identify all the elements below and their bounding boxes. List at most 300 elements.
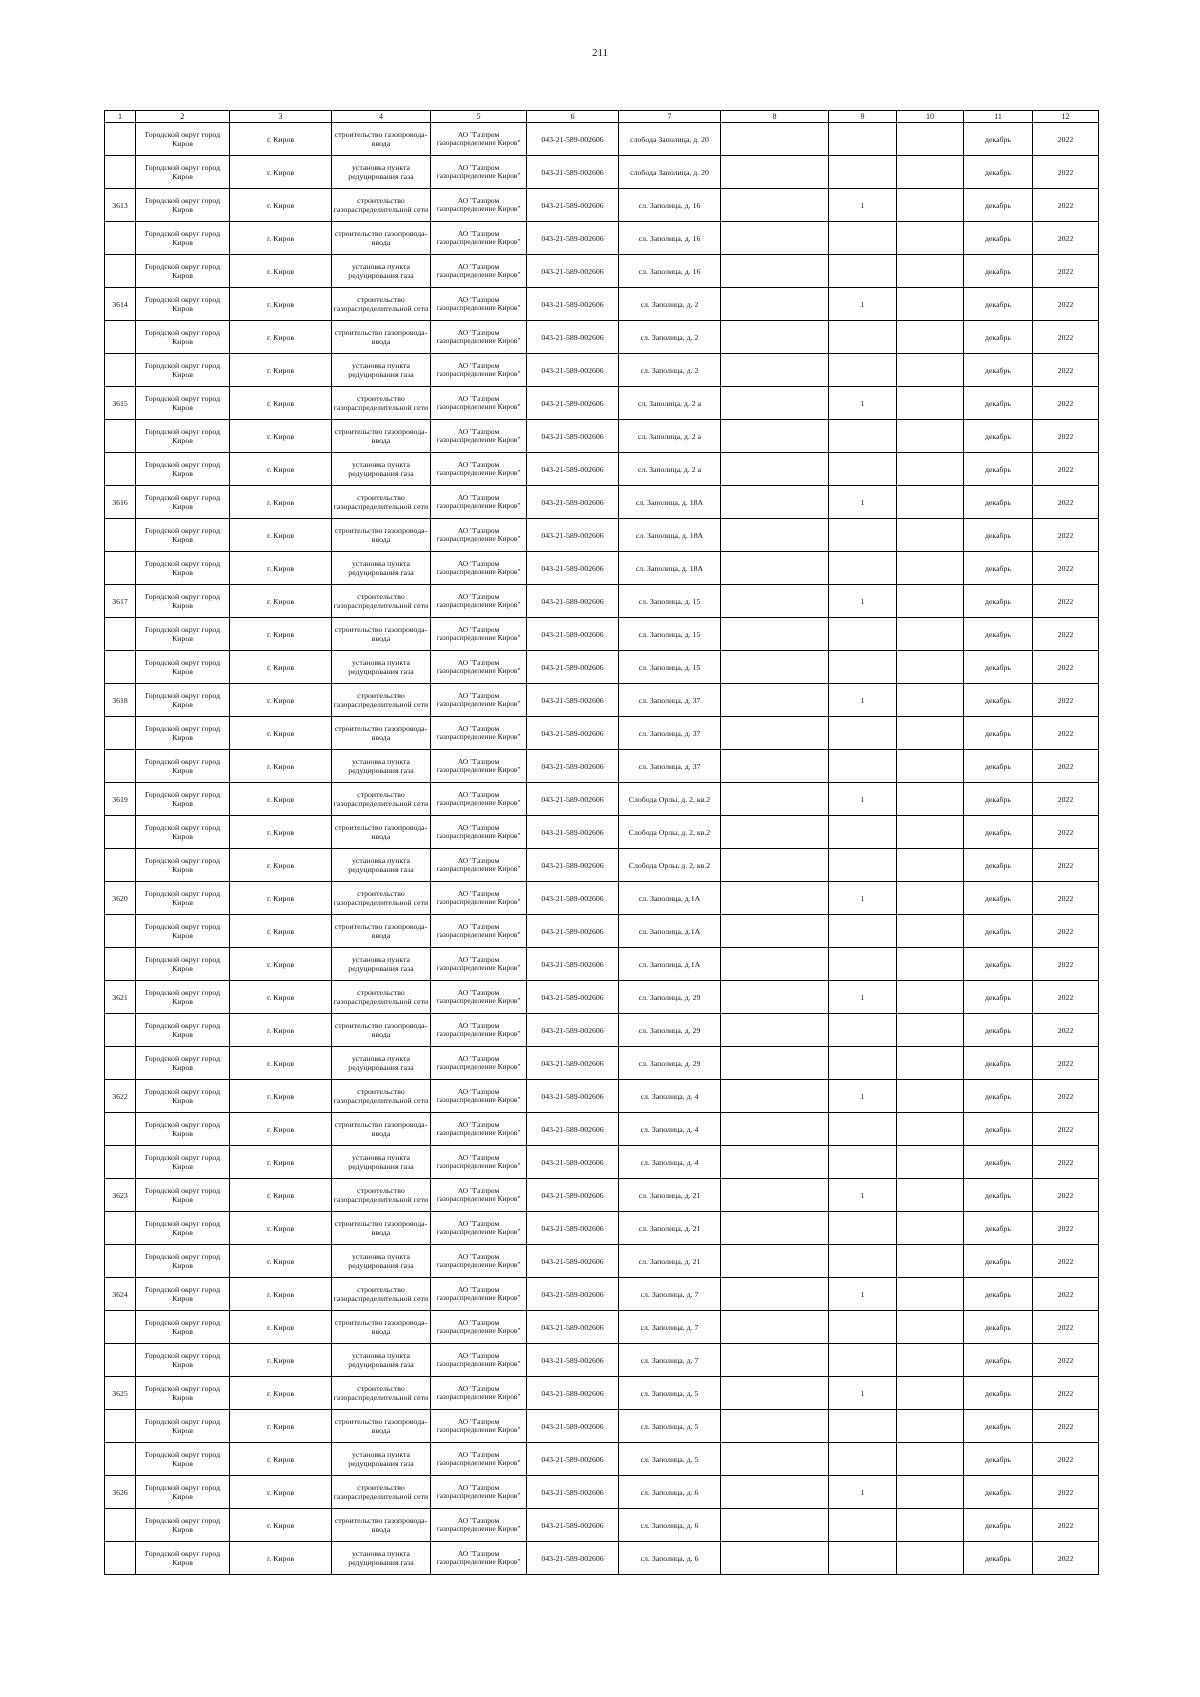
registry-code-cell: 043-21-589-002606 (527, 1014, 619, 1047)
city-cell: г. Киров (230, 1344, 332, 1377)
year-cell: 2022 (1033, 948, 1099, 981)
year-cell: 2022 (1033, 816, 1099, 849)
city-cell: г. Киров (230, 1080, 332, 1113)
work-type-cell: установка пункта редуцирования газа (332, 255, 431, 288)
col10-cell (897, 1311, 964, 1344)
district-cell: Городской округ город Киров (136, 717, 230, 750)
table-row (105, 915, 1099, 948)
col8-cell (721, 1047, 829, 1080)
col10-cell (897, 915, 964, 948)
year-cell: 2022 (1033, 1212, 1099, 1245)
district-cell: Городской округ город Киров (136, 1014, 230, 1047)
month-cell: декабрь (964, 717, 1033, 750)
row-number-cell (105, 750, 136, 783)
col8-cell (721, 1245, 829, 1278)
city-cell: г. Киров (230, 1476, 332, 1509)
month-cell: декабрь (964, 387, 1033, 420)
col8-cell (721, 882, 829, 915)
address-cell: сл. Заполица, д. 4 (619, 1080, 721, 1113)
row-number-cell: 3616 (105, 486, 136, 519)
col8-cell (721, 123, 829, 156)
month-cell: декабрь (964, 321, 1033, 354)
year-cell: 2022 (1033, 1146, 1099, 1179)
row-number-cell (105, 354, 136, 387)
address-cell: сл. Заполица, д. 5 (619, 1443, 721, 1476)
district-cell: Городской округ город Киров (136, 981, 230, 1014)
district-cell: Городской округ город Киров (136, 651, 230, 684)
table-row (105, 189, 1099, 222)
row-number-cell (105, 1344, 136, 1377)
address-cell: сл. Заполица, д. 29 (619, 1047, 721, 1080)
address-cell: сл. Заполица, д. 37 (619, 750, 721, 783)
month-cell: декабрь (964, 1014, 1033, 1047)
address-cell: сл. Заполица, д. 15 (619, 618, 721, 651)
organization-cell: АО "Газпром газораспределение Киров" (431, 981, 527, 1014)
address-cell: сл. Заполица, д. 6 (619, 1476, 721, 1509)
registry-code-cell: 043-21-589-002606 (527, 750, 619, 783)
page-number: 211 (591, 47, 609, 59)
column-header: 2 (136, 111, 230, 123)
address-cell: сл. Заполица, д. 4 (619, 1146, 721, 1179)
city-cell: г. Киров (230, 783, 332, 816)
district-cell: Городской округ город Киров (136, 156, 230, 189)
registry-code-cell: 043-21-589-002606 (527, 1179, 619, 1212)
registry-code-cell: 043-21-589-002606 (527, 651, 619, 684)
col10-cell (897, 1014, 964, 1047)
district-cell: Городской округ город Киров (136, 948, 230, 981)
month-cell: декабрь (964, 783, 1033, 816)
city-cell: г. Киров (230, 552, 332, 585)
table-row (105, 1410, 1099, 1443)
col8-cell (721, 255, 829, 288)
col9-cell (829, 321, 897, 354)
registry-code-cell: 043-21-589-002606 (527, 882, 619, 915)
organization-cell: АО "Газпром газораспределение Киров" (431, 486, 527, 519)
organization-cell: АО "Газпром газораспределение Киров" (431, 1245, 527, 1278)
registry-code-cell: 043-21-589-002606 (527, 1542, 619, 1575)
col8-cell (721, 783, 829, 816)
row-number-cell (105, 1311, 136, 1344)
row-number-cell: 3626 (105, 1476, 136, 1509)
address-cell: сл. Заполица, д. 7 (619, 1344, 721, 1377)
registry-code-cell: 043-21-589-002606 (527, 1047, 619, 1080)
registry-code-cell: 043-21-589-002606 (527, 1410, 619, 1443)
address-cell: сл. Заполица, д. 15 (619, 585, 721, 618)
table-row (105, 1212, 1099, 1245)
column-header: 3 (230, 111, 332, 123)
row-number-cell (105, 948, 136, 981)
organization-cell: АО "Газпром газораспределение Киров" (431, 816, 527, 849)
address-cell: сл. Заполица, д. 29 (619, 981, 721, 1014)
col9-cell (829, 420, 897, 453)
col10-cell (897, 1509, 964, 1542)
work-type-cell: строительство газопровода-ввода (332, 1113, 431, 1146)
row-number-cell: 3619 (105, 783, 136, 816)
col9-cell (829, 915, 897, 948)
col10-cell (897, 618, 964, 651)
col9-cell: 1 (829, 1377, 897, 1410)
col8-cell (721, 915, 829, 948)
col9-cell (829, 1443, 897, 1476)
column-header: 5 (431, 111, 527, 123)
col10-cell (897, 1443, 964, 1476)
row-number-cell: 3615 (105, 387, 136, 420)
year-cell: 2022 (1033, 222, 1099, 255)
table-row (105, 222, 1099, 255)
table-body (105, 123, 1099, 1575)
registry-code-cell: 043-21-589-002606 (527, 1146, 619, 1179)
month-cell: декабрь (964, 1410, 1033, 1443)
district-cell: Городской округ город Киров (136, 222, 230, 255)
registry-code-cell: 043-21-589-002606 (527, 222, 619, 255)
organization-cell: АО "Газпром газораспределение Киров" (431, 387, 527, 420)
district-cell: Городской округ город Киров (136, 750, 230, 783)
address-cell: сл. Заполица, д. 2 (619, 354, 721, 387)
district-cell: Городской округ город Киров (136, 189, 230, 222)
month-cell: декабрь (964, 288, 1033, 321)
col10-cell (897, 552, 964, 585)
city-cell: г. Киров (230, 387, 332, 420)
organization-cell: АО "Газпром газораспределение Киров" (431, 684, 527, 717)
month-cell: декабрь (964, 1311, 1033, 1344)
col10-cell (897, 288, 964, 321)
table-row (105, 1047, 1099, 1080)
work-type-cell: строительство газораспределительной сети (332, 486, 431, 519)
city-cell: г. Киров (230, 651, 332, 684)
organization-cell: АО "Газпром газораспределение Киров" (431, 420, 527, 453)
col10-cell (897, 354, 964, 387)
col10-cell (897, 387, 964, 420)
registry-code-cell: 043-21-589-002606 (527, 783, 619, 816)
col9-cell: 1 (829, 783, 897, 816)
month-cell: декабрь (964, 453, 1033, 486)
table-row (105, 156, 1099, 189)
col8-cell (721, 1311, 829, 1344)
row-number-cell (105, 618, 136, 651)
address-cell: сл. Заполица, д. 5 (619, 1377, 721, 1410)
row-number-cell (105, 123, 136, 156)
work-type-cell: строительство газораспределительной сети (332, 882, 431, 915)
col9-cell (829, 1410, 897, 1443)
col10-cell (897, 255, 964, 288)
address-cell: сл. Заполица, д. 4 (619, 1113, 721, 1146)
year-cell: 2022 (1033, 1344, 1099, 1377)
col8-cell (721, 717, 829, 750)
col8-cell (721, 1179, 829, 1212)
month-cell: декабрь (964, 1278, 1033, 1311)
table-row (105, 882, 1099, 915)
col8-cell (721, 1410, 829, 1443)
year-cell: 2022 (1033, 354, 1099, 387)
col8-cell (721, 453, 829, 486)
work-type-cell: строительство газораспределительной сети (332, 684, 431, 717)
month-cell: декабрь (964, 684, 1033, 717)
organization-cell: АО "Газпром газораспределение Киров" (431, 1377, 527, 1410)
col9-cell (829, 519, 897, 552)
year-cell: 2022 (1033, 915, 1099, 948)
registry-code-cell: 043-21-589-002606 (527, 321, 619, 354)
work-type-cell: строительство газораспределительной сети (332, 1278, 431, 1311)
month-cell: декабрь (964, 420, 1033, 453)
registry-code-cell: 043-21-589-002606 (527, 849, 619, 882)
organization-cell: АО "Газпром газораспределение Киров" (431, 783, 527, 816)
address-cell: сл. Заполица, д.1А (619, 882, 721, 915)
col8-cell (721, 816, 829, 849)
organization-cell: АО "Газпром газораспределение Киров" (431, 651, 527, 684)
col9-cell (829, 618, 897, 651)
work-type-cell: установка пункта редуцирования газа (332, 750, 431, 783)
year-cell: 2022 (1033, 651, 1099, 684)
col10-cell (897, 1146, 964, 1179)
col9-cell (829, 1509, 897, 1542)
col10-cell (897, 1047, 964, 1080)
row-number-cell: 3613 (105, 189, 136, 222)
col8-cell (721, 552, 829, 585)
organization-cell: АО "Газпром газораспределение Киров" (431, 618, 527, 651)
district-cell: Городской округ город Киров (136, 519, 230, 552)
col9-cell (829, 1311, 897, 1344)
district-cell: Городской округ город Киров (136, 1542, 230, 1575)
table-row (105, 1146, 1099, 1179)
work-type-cell: установка пункта редуцирования газа (332, 1443, 431, 1476)
col8-cell (721, 684, 829, 717)
col10-cell (897, 123, 964, 156)
month-cell: декабрь (964, 948, 1033, 981)
col8-cell (721, 585, 829, 618)
year-cell: 2022 (1033, 1476, 1099, 1509)
year-cell: 2022 (1033, 387, 1099, 420)
month-cell: декабрь (964, 486, 1033, 519)
address-cell: сл. Заполица, д. 21 (619, 1179, 721, 1212)
month-cell: декабрь (964, 1113, 1033, 1146)
year-cell: 2022 (1033, 1245, 1099, 1278)
col10-cell (897, 156, 964, 189)
city-cell: г. Киров (230, 189, 332, 222)
address-cell: сл. Заполица, д. 18А (619, 519, 721, 552)
table-row (105, 1476, 1099, 1509)
district-cell: Городской округ город Киров (136, 552, 230, 585)
organization-cell: АО "Газпром газораспределение Киров" (431, 222, 527, 255)
row-number-cell: 3618 (105, 684, 136, 717)
work-type-cell: строительство газопровода-ввода (332, 1410, 431, 1443)
month-cell: декабрь (964, 1344, 1033, 1377)
organization-cell: АО "Газпром газораспределение Киров" (431, 1476, 527, 1509)
column-header: 10 (897, 111, 964, 123)
registry-code-cell: 043-21-589-002606 (527, 684, 619, 717)
month-cell: декабрь (964, 915, 1033, 948)
row-number-cell (105, 156, 136, 189)
col9-cell (829, 1014, 897, 1047)
column-header: 9 (829, 111, 897, 123)
column-header: 8 (721, 111, 829, 123)
table-row (105, 1443, 1099, 1476)
address-cell: сл. Заполица, д. 6 (619, 1509, 721, 1542)
col10-cell (897, 1476, 964, 1509)
col9-cell: 1 (829, 189, 897, 222)
year-cell: 2022 (1033, 519, 1099, 552)
year-cell: 2022 (1033, 750, 1099, 783)
table-row (105, 1245, 1099, 1278)
work-type-cell: строительство газопровода-ввода (332, 717, 431, 750)
registry-code-cell: 043-21-589-002606 (527, 156, 619, 189)
work-type-cell: строительство газораспределительной сети (332, 1476, 431, 1509)
city-cell: г. Киров (230, 1179, 332, 1212)
organization-cell: АО "Газпром газораспределение Киров" (431, 1542, 527, 1575)
row-number-cell: 3621 (105, 981, 136, 1014)
registry-code-cell: 043-21-589-002606 (527, 1344, 619, 1377)
registry-code-cell: 043-21-589-002606 (527, 486, 619, 519)
address-cell: сл. Заполица, д. 2 а (619, 420, 721, 453)
col9-cell (829, 750, 897, 783)
organization-cell: АО "Газпром газораспределение Киров" (431, 1179, 527, 1212)
work-type-cell: установка пункта редуцирования газа (332, 849, 431, 882)
district-cell: Городской округ город Киров (136, 816, 230, 849)
registry-code-cell: 043-21-589-002606 (527, 915, 619, 948)
month-cell: декабрь (964, 519, 1033, 552)
district-cell: Городской округ город Киров (136, 321, 230, 354)
year-cell: 2022 (1033, 255, 1099, 288)
registry-code-cell: 043-21-589-002606 (527, 552, 619, 585)
organization-cell: АО "Газпром газораспределение Киров" (431, 750, 527, 783)
col10-cell (897, 189, 964, 222)
address-cell: сл. Заполица, д. 5 (619, 1410, 721, 1443)
district-cell: Городской округ город Киров (136, 1278, 230, 1311)
year-cell: 2022 (1033, 321, 1099, 354)
city-cell: г. Киров (230, 321, 332, 354)
month-cell: декабрь (964, 981, 1033, 1014)
organization-cell: АО "Газпром газораспределение Киров" (431, 156, 527, 189)
col8-cell (721, 1014, 829, 1047)
col8-cell (721, 1146, 829, 1179)
table-row (105, 255, 1099, 288)
city-cell: г. Киров (230, 453, 332, 486)
col9-cell (829, 1344, 897, 1377)
col8-cell (721, 981, 829, 1014)
city-cell: г. Киров (230, 354, 332, 387)
address-cell: сл. Заполица, д. 6 (619, 1542, 721, 1575)
col10-cell (897, 222, 964, 255)
month-cell: декабрь (964, 354, 1033, 387)
district-cell: Городской округ город Киров (136, 1146, 230, 1179)
address-cell: слобода Заполица, д. 20 (619, 156, 721, 189)
city-cell: г. Киров (230, 981, 332, 1014)
organization-cell: АО "Газпром газораспределение Киров" (431, 717, 527, 750)
district-cell: Городской округ город Киров (136, 1509, 230, 1542)
work-type-cell: строительство газопровода-ввода (332, 519, 431, 552)
city-cell: г. Киров (230, 750, 332, 783)
work-type-cell: установка пункта редуцирования газа (332, 651, 431, 684)
col9-cell (829, 123, 897, 156)
city-cell: г. Киров (230, 156, 332, 189)
row-number-cell (105, 321, 136, 354)
district-cell: Городской округ город Киров (136, 354, 230, 387)
organization-cell: АО "Газпром газораспределение Киров" (431, 915, 527, 948)
month-cell: декабрь (964, 618, 1033, 651)
col9-cell (829, 717, 897, 750)
work-type-cell: строительство газопровода-ввода (332, 123, 431, 156)
address-cell: сл. Заполица, д. 29 (619, 1014, 721, 1047)
col9-cell (829, 849, 897, 882)
col9-cell (829, 948, 897, 981)
address-cell: сл. Заполица, д. 2 (619, 321, 721, 354)
district-cell: Городской округ город Киров (136, 915, 230, 948)
work-type-cell: строительство газопровода-ввода (332, 618, 431, 651)
registry-code-cell: 043-21-589-002606 (527, 1278, 619, 1311)
col8-cell (721, 1443, 829, 1476)
col10-cell (897, 717, 964, 750)
address-cell: Слобода Орлы, д. 2, кв.2 (619, 849, 721, 882)
address-cell: сл. Заполица, д. 15 (619, 651, 721, 684)
district-cell: Городской округ город Киров (136, 618, 230, 651)
work-type-cell: строительство газопровода-ввода (332, 1509, 431, 1542)
year-cell: 2022 (1033, 1542, 1099, 1575)
district-cell: Городской округ город Киров (136, 1443, 230, 1476)
year-cell: 2022 (1033, 783, 1099, 816)
table-row (105, 321, 1099, 354)
work-type-cell: строительство газопровода-ввода (332, 1014, 431, 1047)
organization-cell: АО "Газпром газораспределение Киров" (431, 1311, 527, 1344)
col10-cell (897, 1410, 964, 1443)
registry-code-cell: 043-21-589-002606 (527, 717, 619, 750)
col10-cell (897, 651, 964, 684)
district-cell: Городской округ город Киров (136, 420, 230, 453)
table-row (105, 387, 1099, 420)
work-type-cell: установка пункта редуцирования газа (332, 1542, 431, 1575)
work-type-cell: строительство газораспределительной сети (332, 1179, 431, 1212)
col10-cell (897, 750, 964, 783)
row-number-cell: 3622 (105, 1080, 136, 1113)
year-cell: 2022 (1033, 717, 1099, 750)
year-cell: 2022 (1033, 1410, 1099, 1443)
district-cell: Городской округ город Киров (136, 123, 230, 156)
registry-code-cell: 043-21-589-002606 (527, 948, 619, 981)
col8-cell (721, 948, 829, 981)
city-cell: г. Киров (230, 1278, 332, 1311)
col8-cell (721, 354, 829, 387)
col8-cell (721, 1542, 829, 1575)
district-cell: Городской округ город Киров (136, 1047, 230, 1080)
row-number-cell (105, 420, 136, 453)
table-row (105, 519, 1099, 552)
month-cell: декабрь (964, 849, 1033, 882)
address-cell: сл. Заполица, д. 2 а (619, 387, 721, 420)
column-header: 12 (1033, 111, 1099, 123)
row-number-cell (105, 552, 136, 585)
district-cell: Городской округ город Киров (136, 387, 230, 420)
month-cell: декабрь (964, 156, 1033, 189)
organization-cell: АО "Газпром газораспределение Киров" (431, 1146, 527, 1179)
col8-cell (721, 1080, 829, 1113)
work-type-cell: установка пункта редуцирования газа (332, 1047, 431, 1080)
address-cell: слобода Заполица, д. 20 (619, 123, 721, 156)
col9-cell: 1 (829, 1476, 897, 1509)
col9-cell: 1 (829, 684, 897, 717)
col9-cell (829, 816, 897, 849)
district-cell: Городской округ город Киров (136, 1245, 230, 1278)
row-number-cell (105, 1146, 136, 1179)
col8-cell (721, 156, 829, 189)
month-cell: декабрь (964, 1146, 1033, 1179)
col8-cell (721, 222, 829, 255)
month-cell: декабрь (964, 1509, 1033, 1542)
col8-cell (721, 1344, 829, 1377)
row-number-cell (105, 1113, 136, 1146)
district-cell: Городской округ город Киров (136, 453, 230, 486)
row-number-cell (105, 1212, 136, 1245)
table-row (105, 486, 1099, 519)
year-cell: 2022 (1033, 486, 1099, 519)
col9-cell (829, 222, 897, 255)
